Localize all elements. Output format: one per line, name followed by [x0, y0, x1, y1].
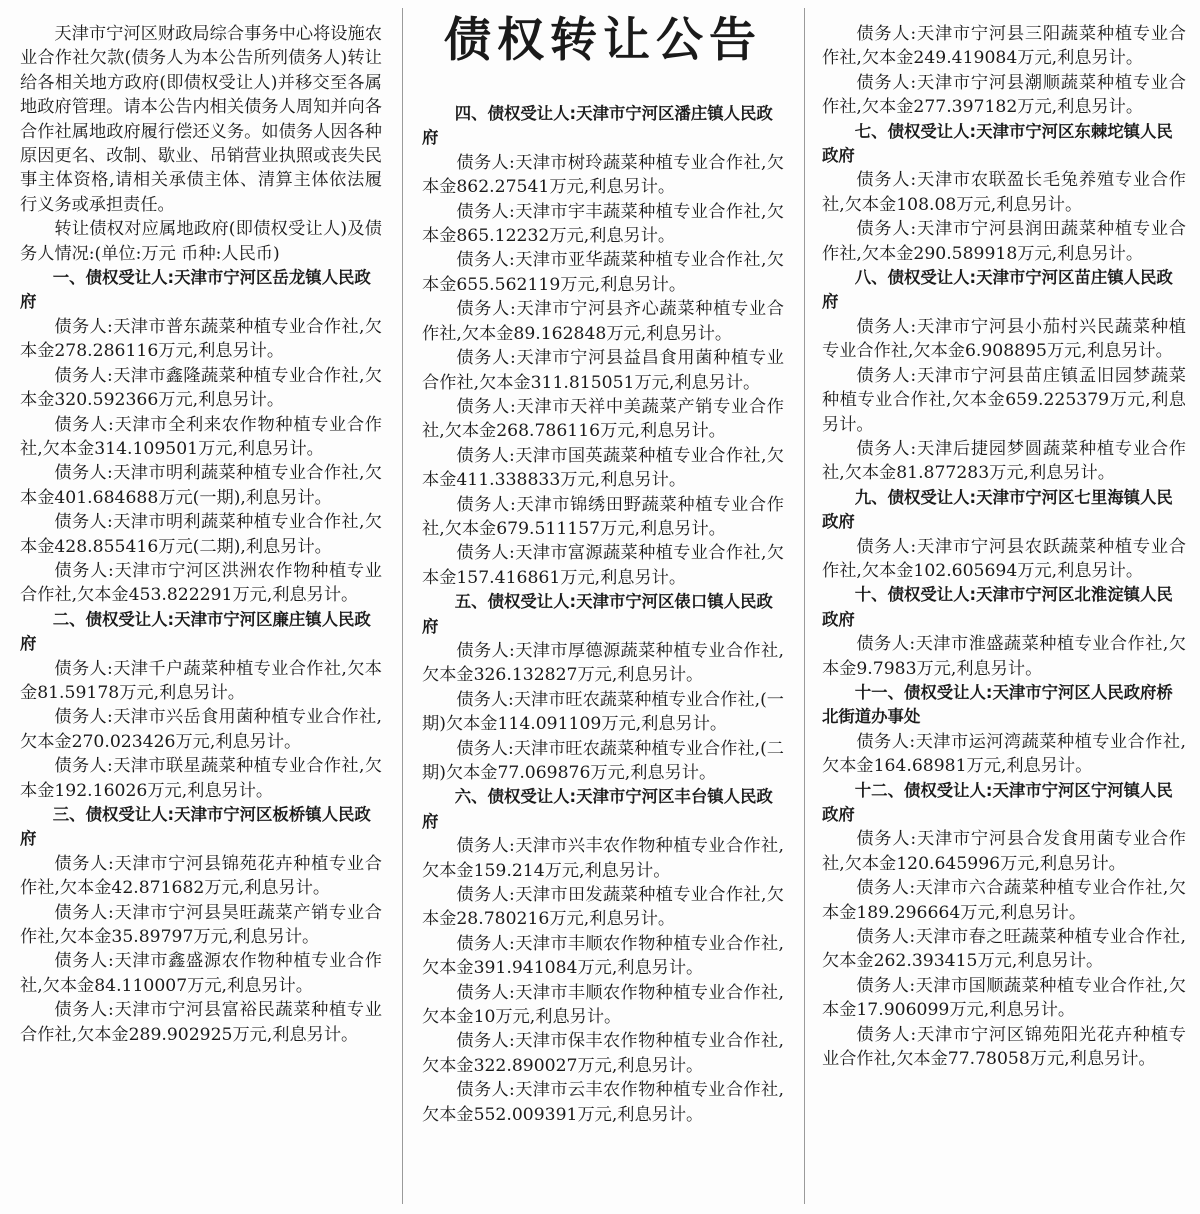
debtor-entry: 债务人:天津市农联盈长毛兔养殖专业合作社,欠本金108.08万元,利息另计。	[822, 170, 1186, 215]
debtor-entry: 债务人:天津市宁河县昊旺蔬菜产销专业合作社,欠本金35.89797万元,利息另计。	[20, 902, 382, 948]
page-title: 债权转让公告	[444, 13, 762, 68]
assignee-heading: 一、债权受让人:天津市宁河区岳龙镇人民政府	[20, 268, 371, 312]
debtor-entry: 债务人:天津市旺农蔬菜种植专业合作社,(二期)欠本金77.069876万元,利息另计。	[422, 738, 784, 784]
debtor-entry: 债务人:天津市富源蔬菜种植专业合作社,欠本金157.416861万元,利息另计。	[422, 543, 784, 588]
debtor-entry: 债务人:天津市保丰农作物种植专业合作社,欠本金322.890027万元,利息另计。	[422, 1031, 784, 1076]
debtor-entry: 债务人:天津市六合蔬菜种植专业合作社,欠本金189.296664万元,利息另计。	[822, 878, 1186, 923]
debtor-entry: 债务人:天津市兴丰农作物种植专业合作社,欠本金159.214万元,利息另计。	[422, 836, 784, 881]
debtor-entry: 债务人:天津市宁河县农跃蔬菜种植专业合作社,欠本金102.605694万元,利息另计。	[822, 536, 1186, 581]
assignee-heading: 八、债权受让人:天津市宁河区苗庄镇人民政府	[822, 268, 1173, 312]
debtor-entry: 债务人:天津市鑫隆蔬菜种植专业合作社,欠本金320.592366万元,利息另计。	[20, 365, 382, 411]
assignee-heading: 二、债权受让人:天津市宁河区廉庄镇人民政府	[20, 609, 371, 654]
debtor-entry: 债务人:天津市宁河区锦苑阳光花卉种植专业合作社,欠本金77.78058万元,利息另计。	[822, 1024, 1186, 1070]
debtor-entry: 债务人:天津市普东蔬菜种植专业合作社,欠本金278.286116万元,利息另计。	[20, 316, 382, 362]
debtor-entry: 债务人:天津市宁河县齐心蔬菜种植专业合作社,欠本金89.162848万元,利息另计。	[422, 299, 784, 344]
intro-paragraph: 转让债权对应属地政府(即债权受让人)及债务人情况:(单位:万元 币种:人民币)	[20, 219, 382, 264]
assignee-heading: 十一、债权受让人:天津市宁河区人民政府桥北街道办事处	[822, 682, 1173, 727]
debtor-entry: 债务人:天津市丰顺农作物种植专业合作社,欠本金391.941084万元,利息另计。	[422, 933, 784, 979]
debtor-entry: 债务人:天津后捷园梦圆蔬菜种植专业合作社,欠本金81.877283万元,利息另计。	[822, 438, 1186, 484]
debtor-entry: 债务人:天津市宁河区洪洲农作物种植专业合作社,欠本金453.822291万元,利息另计。	[20, 560, 382, 606]
debtor-entry: 债务人:天津市宁河县小茄村兴民蔬菜种植专业合作社,欠本金6.908895万元,利息另计。	[822, 316, 1186, 362]
debtor-entry: 债务人:天津市鑫盛源农作物种植专业合作社,欠本金84.110007万元,利息另计。	[20, 951, 382, 996]
debtor-entry: 债务人:天津市宇丰蔬菜种植专业合作社,欠本金865.12232万元,利息另计。	[422, 201, 784, 247]
assignee-heading: 七、债权受让人:天津市宁河区东棘坨镇人民政府	[822, 121, 1173, 166]
debtor-entry: 债务人:天津市宁河县苗庄镇孟旧园梦蔬菜种植专业合作社,欠本金659.225379万元,利息另计。	[822, 365, 1186, 435]
debtor-entry: 债务人:天津市联星蔬菜种植专业合作社,欠本金192.16026万元,利息另计。	[20, 756, 382, 801]
assignee-heading: 三、债权受让人:天津市宁河区板桥镇人民政府	[20, 805, 371, 849]
debtor-entry: 债务人:天津市宁河县合发食用菌专业合作社,欠本金120.645996万元,利息另计。	[822, 829, 1186, 874]
column-1	[0, 0, 402, 1214]
assignee-heading: 四、债权受让人:天津市宁河区潘庄镇人民政府	[422, 104, 773, 148]
debtor-entry: 债务人:天津市明利蔬菜种植专业合作社,欠本金401.684688万元(一期),利息另计。	[20, 463, 382, 508]
intro-paragraph: 天津市宁河区财政局综合事务中心将设施农业合作社欠款(债务人为本公告所列债务人)转让给各相关地方政府(即债权受让人)并移交至各属地政府管理。请本公告内相关债务人周知并向各合作社属地政府履行偿还义务。如债务人因各种原因更名、改制、歇业、吊销营业执照或丧失民事主体资格,请相关承债主体、清算主体依法履行义务或承担责任。	[20, 24, 382, 215]
column-3	[804, 0, 1200, 1214]
assignee-heading: 十二、债权受让人:天津市宁河区宁河镇人民政府	[822, 780, 1173, 824]
debtor-entry: 债务人:天津市田发蔬菜种植专业合作社,欠本金28.780216万元,利息另计。	[422, 885, 784, 930]
debtor-entry: 债务人:天津市厚德源蔬菜种植专业合作社,欠本金326.132827万元,利息另计。	[422, 640, 784, 686]
debtor-entry: 债务人:天津市兴岳食用菌种植专业合作社,欠本金270.023426万元,利息另计。	[20, 707, 382, 752]
assignee-heading: 十、债权受让人:天津市宁河区北淮淀镇人民政府	[822, 585, 1173, 629]
debtor-entry: 债务人:天津千户蔬菜种植专业合作社,欠本金81.59178万元,利息另计。	[20, 658, 382, 703]
debtor-entry: 债务人:天津市亚华蔬菜种植专业合作社,欠本金655.562119万元,利息另计。	[422, 250, 784, 295]
debtor-entry: 债务人:天津市运河湾蔬菜种植专业合作社,欠本金164.68981万元,利息另计。	[822, 731, 1186, 777]
debtor-entry: 债务人:天津市全利来农作物种植专业合作社,欠本金314.109501万元,利息另计。	[20, 414, 382, 459]
debtor-entry: 债务人:天津市淮盛蔬菜种植专业合作社,欠本金9.7983万元,利息另计。	[822, 634, 1186, 679]
debtor-entry: 债务人:天津市春之旺蔬菜种植专业合作社,欠本金262.393415万元,利息另计。	[822, 927, 1186, 972]
debtor-entry: 债务人:天津市丰顺农作物种植专业合作社,欠本金10万元,利息另计。	[422, 982, 784, 1028]
debtor-entry: 债务人:天津市树玲蔬菜种植专业合作社,欠本金862.27541万元,利息另计。	[422, 152, 784, 198]
column-2	[402, 0, 804, 1214]
assignee-heading: 九、债权受让人:天津市宁河区七里海镇人民政府	[822, 487, 1173, 532]
debtor-entry: 债务人:天津市天祥中美蔬菜产销专业合作社,欠本金268.786116万元,利息另计。	[422, 396, 784, 442]
debtor-entry: 债务人:天津市明利蔬菜种植专业合作社,欠本金428.855416万元(二期),利息另计。	[20, 512, 382, 557]
debtor-entry: 债务人:天津市宁河县潮顺蔬菜种植专业合作社,欠本金277.397182万元,利息另计。	[822, 72, 1186, 118]
debtor-entry: 债务人:天津市旺农蔬菜种植专业合作社,(一期)欠本金114.091109万元,利息另计。	[422, 689, 784, 735]
debtor-entry: 债务人:天津市宁河县益昌食用菌种植专业合作社,欠本金311.815051万元,利息另计。	[422, 348, 784, 393]
debtor-entry: 债务人:天津市宁河县三阳蔬菜种植专业合作社,欠本金249.419084万元,利息另计。	[822, 24, 1186, 69]
assignee-heading: 六、债权受让人:天津市宁河区丰台镇人民政府	[422, 787, 773, 831]
debtor-entry: 债务人:天津市宁河县锦苑花卉种植专业合作社,欠本金42.871682万元,利息另计。	[20, 853, 382, 899]
debtor-entry: 债务人:天津市云丰农作物种植专业合作社,欠本金552.009391万元,利息另计。	[422, 1080, 784, 1125]
assignee-heading: 五、债权受让人:天津市宁河区俵口镇人民政府	[422, 592, 773, 636]
debtor-entry: 债务人:天津市锦绣田野蔬菜种植专业合作社,欠本金679.511157万元,利息另计。	[422, 494, 784, 539]
debtor-entry: 债务人:天津市宁河县润田蔬菜种植专业合作社,欠本金290.589918万元,利息另计。	[822, 219, 1186, 264]
debtor-entry: 债务人:天津市国顺蔬菜种植专业合作社,欠本金17.906099万元,利息另计。	[822, 975, 1186, 1021]
debtor-entry: 债务人:天津市国英蔬菜种植专业合作社,欠本金411.338833万元,利息另计。	[422, 445, 784, 491]
debtor-entry: 债务人:天津市宁河县富裕民蔬菜种植专业合作社,欠本金289.902925万元,利息另计。	[20, 1000, 382, 1045]
